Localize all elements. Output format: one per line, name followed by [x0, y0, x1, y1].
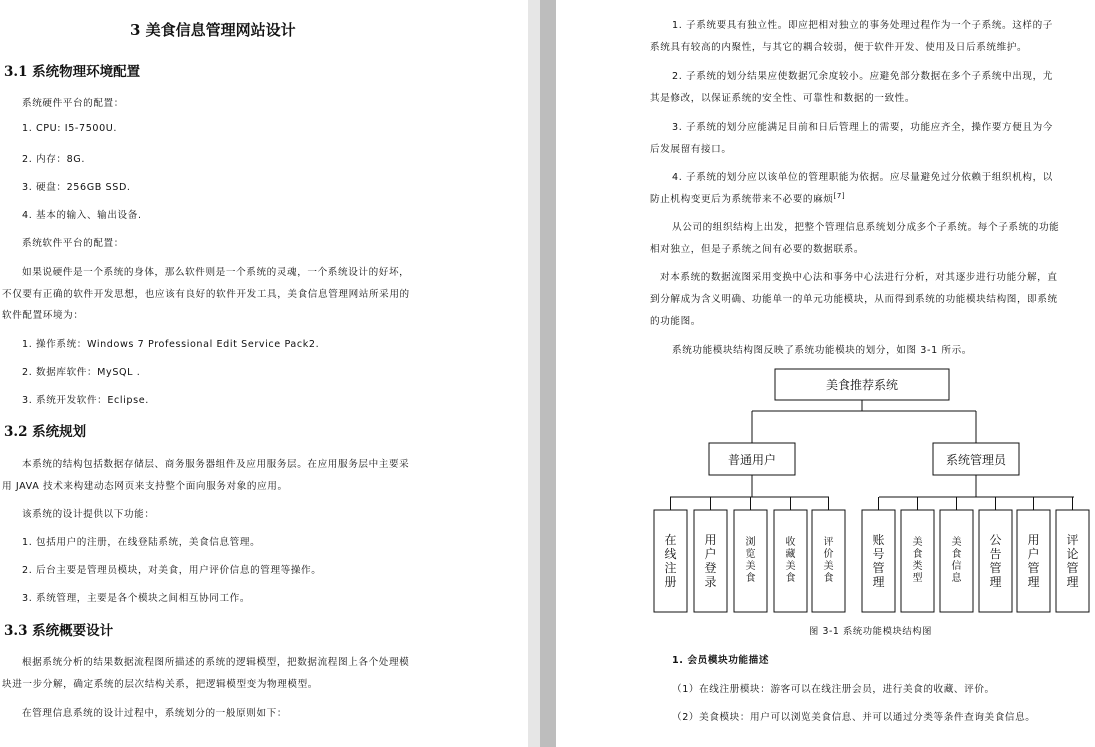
member-item: （1）在线注册模块：游客可以在线注册会员，进行美食的收藏、评价。: [672, 684, 995, 695]
paragraph-line: 3. 子系统的划分应能满足目前和日后管理上的需要，功能应齐全，操作要方便且为今: [672, 122, 1053, 133]
figure-caption: 图 3-1 系统功能模块结构图: [809, 626, 933, 637]
hardware-item: 2. 内存：8G.: [22, 154, 85, 165]
admin-module-label: 账号管理: [872, 533, 885, 589]
citation: [7]: [833, 191, 846, 200]
paragraph-line: 到分解成为含义明确、功能单一的单元功能模块，从而得到系统的功能模块结构图，即系统: [650, 294, 1058, 305]
paragraph-line: 如果说硬件是一个系统的身体，那么软件则是一个系统的灵魂，一个系统设计的好坏，: [22, 267, 410, 278]
paragraph-line: 软件配置环境为：: [2, 310, 84, 321]
paragraph-line: 系统功能模块结构图反映了系统功能模块的划分，如图 3-1 所示。: [672, 345, 972, 356]
user-module-label: 在线注册: [664, 533, 677, 589]
admin-module-label: 美食类型: [912, 537, 923, 584]
admin-module-label: 美食信息: [951, 537, 962, 584]
paragraph-line: 块进一步分解，确定系统的层次结构关系，把逻辑模型变为物理模型。: [2, 679, 319, 690]
function-item: 1. 包括用户的注册，在线登陆系统，美食信息管理。: [22, 537, 261, 548]
software-intro: 系统软件平台的配置：: [22, 238, 124, 249]
paragraph-line: 相对独立，但是子系统之间有必要的数据联系。: [650, 244, 865, 255]
section-3-2-heading: 3.2 系统规划: [4, 424, 87, 440]
hardware-item: 4. 基本的输入、输出设备.: [22, 210, 142, 221]
right-page: [556, 0, 1095, 747]
software-item: 2. 数据库软件：MySQL .: [22, 367, 141, 378]
user-module-label: 浏览美食: [745, 537, 756, 584]
paragraph-line: 本系统的结构包括数据存储层、商务服务器组件及应用服务层。在应用服务层中主要采: [22, 459, 410, 470]
paragraph-line: 其是修改，以保证系统的安全性、可靠性和数据的一致性。: [650, 93, 916, 104]
paragraph-line: 根据系统分析的结果数据流程图所描述的系统的逻辑模型，把数据流程图上各个处理模: [22, 657, 410, 668]
function-intro: 该系统的设计提供以下功能：: [22, 509, 155, 520]
paragraph-line: 4. 子系统的划分应以该单位的管理职能为依据。应尽量避免过分依赖于组织机构，以: [672, 172, 1053, 183]
function-item: 2. 后台主要是管理员模块，对美食，用户评价信息的管理等操作。: [22, 565, 322, 576]
principle-text: 防止机构变更后为系统带来不必要的麻烦: [650, 194, 834, 205]
paragraph-line: 从公司的组织结构上出发，把整个管理信息系统划分成多个子系统。每个子系统的功能: [672, 222, 1060, 233]
section-3-1-heading: 3.1 系统物理环境配置: [4, 64, 141, 80]
paragraph-line: 系统具有较高的内聚性，与其它的耦合较弱，便于软件开发、使用及日后系统维护。: [650, 42, 1028, 53]
software-item: 1. 操作系统：Windows 7 Professional Edit Service Pack2.: [22, 339, 320, 350]
document-title: 3 美食信息管理网站设计: [130, 21, 296, 39]
software-item: 3. 系统开发软件：Eclipse.: [22, 395, 149, 406]
page-gutter: [528, 0, 540, 747]
left-page: [0, 0, 528, 747]
principles-intro: 在管理信息系统的设计过程中，系统划分的一般原则如下：: [22, 708, 288, 719]
hardware-intro: 系统硬件平台的配置：: [22, 98, 124, 109]
admin-module-label: 用户管理: [1027, 533, 1040, 589]
admin-module-label: 评论管理: [1066, 533, 1079, 589]
root-node-label: 美食推荐系统: [825, 378, 899, 392]
admin-module-label: 公告管理: [989, 533, 1002, 589]
paragraph-line: 的功能图。: [650, 316, 701, 327]
function-item: 3. 系统管理，主要是各个模块之间相互协同工作。: [22, 593, 251, 604]
hardware-item: 1. CPU: I5-7500U.: [22, 123, 118, 134]
member-module-heading: 1. 会员模块功能描述: [672, 655, 770, 666]
paragraph-line: 用 JAVA 技术来构建动态网页来支持整个面向服务对象的应用。: [2, 481, 288, 492]
user-module-label: 用户登录: [704, 533, 717, 589]
page-gutter-shadow: [540, 0, 556, 747]
paragraph-line: 后发展留有接口。: [650, 144, 732, 155]
hardware-item: 3. 硬盘：256GB SSD.: [22, 182, 131, 193]
paragraph-line: 1. 子系统要具有独立性。即应把相对独立的事务处理过程作为一个子系统。这样的子: [672, 20, 1053, 31]
admin-group-label: 系统管理员: [945, 453, 1007, 467]
paragraph-line: 2. 子系统的划分结果应使数据冗余度较小。应避免部分数据在多个子系统中出现，尤: [672, 71, 1053, 82]
section-3-3-heading: 3.3 系统概要设计: [4, 623, 114, 639]
user-group-label: 普通用户: [727, 453, 777, 467]
user-module-label: 评价美食: [823, 537, 834, 584]
member-item: （2）美食模块：用户可以浏览美食信息、并可以通过分类等条件查询美食信息。: [672, 712, 1036, 723]
paragraph-line: 对本系统的数据流图采用变换中心法和事务中心法进行分析，对其逐步进行功能分解，直: [660, 272, 1058, 283]
paragraph-line: 不仅要有正确的软件开发思想，也应该有良好的软件开发工具，美食信息管理网站所采用的: [2, 289, 410, 300]
user-module-label: 收藏美食: [785, 537, 796, 584]
